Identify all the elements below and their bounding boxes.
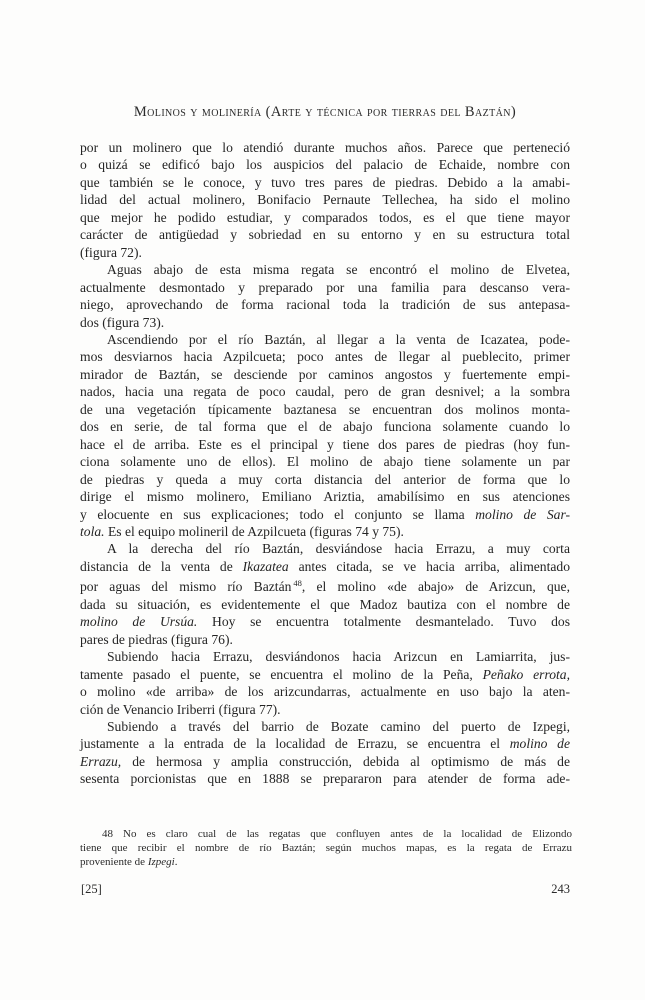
text-segment: dos en serie, de tal forma que el de abajo funciona solamente cuando lo (80, 419, 570, 435)
text-line (80, 648, 570, 665)
text-segment: Subiendo a través del barrio de Bozate camino del puerto de Izpegi, (107, 718, 570, 734)
text-segment: tamente pasado el puente, se encuentra el molino de la Peña, (80, 666, 483, 682)
text-segment: Izpegi (147, 856, 175, 868)
text-line (80, 453, 570, 470)
text-line (80, 174, 570, 191)
text-line (80, 366, 570, 383)
text-segment: Aguas abajo de esta misma regata se encontró el molino de Elvetea, (107, 262, 570, 278)
text-line (80, 279, 570, 296)
text-line (80, 841, 572, 855)
text-line (80, 436, 570, 453)
footnote-ref: 48 (293, 578, 302, 589)
text-line (80, 401, 570, 418)
text-line (80, 139, 570, 156)
text-segment: de piedras y queda a muy corta distancia del anterior de forma que lo (80, 471, 570, 487)
text-segment: Subiendo hacia Errazu, desviándonos hacia Arizcun en Lamiarrita, jus- (107, 649, 570, 665)
text-line (80, 296, 570, 313)
text-segment: (figura 72). (80, 244, 142, 260)
text-line (80, 827, 572, 841)
text-line (80, 156, 570, 173)
text-segment: que también se le conoce, y tuvo tres pares de piedras. Debido a la amabi- (80, 174, 570, 190)
text-line (80, 261, 570, 278)
text-segment: proveniente de (80, 856, 148, 868)
text-segment: Ascendiendo por el río Baztán, al llegar a la venta de Icazatea, pode- (107, 331, 570, 347)
text-line (80, 855, 572, 869)
text-segment: Errazu, (80, 753, 122, 769)
text-line (80, 558, 570, 575)
text-line (80, 471, 570, 488)
text-line (80, 735, 570, 752)
text-segment: y elocuente en sus explicaciones; todo el conjunto se llama (80, 506, 476, 522)
text-segment: o molino «de arriba» de los arizcundarras, actualmente en uso bajo la aten- (80, 684, 570, 700)
text-line (80, 506, 570, 523)
text-line (80, 418, 570, 435)
text-segment: antes citada, se ve hacia arriba, alimentado (288, 558, 571, 574)
text-segment: distancia de la venta de (80, 558, 243, 574)
text-segment: ciona solamente uno de ellos). El molino de abajo tiene solamente un par (80, 454, 570, 470)
text-line (80, 575, 570, 595)
text-segment: tiene que recibir el nombre de río Baztán; según muchos mapas, es la regata de Errazu (80, 842, 572, 854)
text-segment: molino de Sar- (475, 506, 570, 522)
text-segment: hace el de arriba. Este es el principal y tiene dos pares de piedras (hoy fun- (80, 436, 570, 452)
text-line (80, 540, 570, 557)
text-line (80, 523, 570, 540)
text-segment: Hoy se encuentra totalmente desmantelado. Tuvo dos (197, 614, 570, 630)
text-line (80, 244, 570, 261)
text-segment: carácter de antigüedad y sobriedad en su entorno y en su estructura total (80, 227, 570, 243)
text-segment: . (174, 856, 178, 868)
page-number: 243 (551, 882, 570, 896)
text-line (80, 753, 570, 770)
text-line (80, 701, 570, 718)
text-segment: nados, hacia una regata de poco caudal, pero de gran desnivel; a la sombra (80, 384, 570, 400)
body-text (80, 139, 570, 788)
text-segment: pares de piedras (figura 76). (80, 631, 233, 647)
text-line (80, 770, 570, 787)
text-segment: que mejor he podido estudiar, y comparados todos, es el que tiene mayor (80, 209, 570, 225)
text-line (80, 331, 570, 348)
text-segment: tola. (80, 523, 105, 539)
text-segment: mirador de Baztán, se desciende por caminos angostos y fuertemente empi- (80, 366, 570, 382)
text-line (80, 488, 570, 505)
text-segment: sesenta porcionistas que en 1888 se prepararon para atender de forma ade- (80, 771, 570, 787)
text-line (80, 314, 570, 331)
text-segment: Es el equipo molineril de Azpilcueta (figuras 74 y 75). (104, 523, 404, 539)
text-segment: molino de (509, 736, 570, 752)
text-segment: No es claro cual de las regatas que confluyen antes de la localidad de Elizondo (123, 828, 572, 840)
text-segment: de una vegetación típicamente baztanesa se encuentran dos molinos monta- (80, 401, 570, 417)
text-line (80, 348, 570, 365)
text-line (80, 683, 570, 700)
text-line (80, 209, 570, 226)
text-line (80, 383, 570, 400)
text-segment: por aguas del mismo río Baztán (80, 579, 292, 595)
text-segment: mos desviarnos hacia Azpilcueta; poco antes de llegar al pueblecito, primer (80, 349, 570, 365)
text-segment: justamente a la entrada de la localidad de Errazu, se encuentra el (80, 736, 510, 752)
text-line (80, 596, 570, 613)
footnote-number: 48 (102, 828, 113, 840)
text-segment: dos (figura 73). (80, 314, 165, 330)
text-segment: dirige el mismo molinero, Emiliano Ariztia, amabilísimo en sus atenciones (80, 489, 570, 505)
text-line (80, 718, 570, 735)
text-segment: por un molinero que lo atendió durante muchos años. Parece que perteneció (80, 140, 570, 155)
text-segment: actualmente desmontado y preparado por una familia para descanso vera- (80, 279, 570, 295)
text-segment: Peñako errota, (482, 666, 570, 682)
text-segment: lidad del actual molinero, Bonifacio Pernaute Tellechea, ha sido el molino (80, 192, 570, 208)
text-line (80, 191, 570, 208)
text-segment: de hermosa y amplia construcción, debida al optimismo de más de (121, 753, 570, 769)
text-line (80, 226, 570, 243)
text-segment: , el molino «de abajo» de Arizcun, que, (301, 579, 570, 595)
text-segment: ción de Venancio Iriberri (figura 77). (80, 701, 281, 717)
leaf-number: [25] (81, 882, 102, 896)
text-segment: o quizá se edificó bajo los auspicios del palacio de Echaide, nombre con (80, 157, 570, 173)
text-line (80, 613, 570, 630)
footnote-block (80, 827, 572, 869)
text-line (80, 666, 570, 683)
running-head: Molinos y molinería (Arte y técnica por tierras del Baztán) (133, 104, 517, 120)
text-segment: A la derecha del río Baztán, desviándose hacia Errazu, a muy corta (107, 541, 570, 557)
text-line (80, 631, 570, 648)
text-segment: molino de Ursúa. (80, 614, 198, 630)
text-segment: Ikazatea (242, 558, 289, 574)
text-segment: niego, aprovechando de forma racional toda la tradición de sus antepasa- (80, 297, 570, 313)
text-segment: dada su situación, es evidentemente el que Madoz bautiza con el nombre de (80, 596, 570, 612)
